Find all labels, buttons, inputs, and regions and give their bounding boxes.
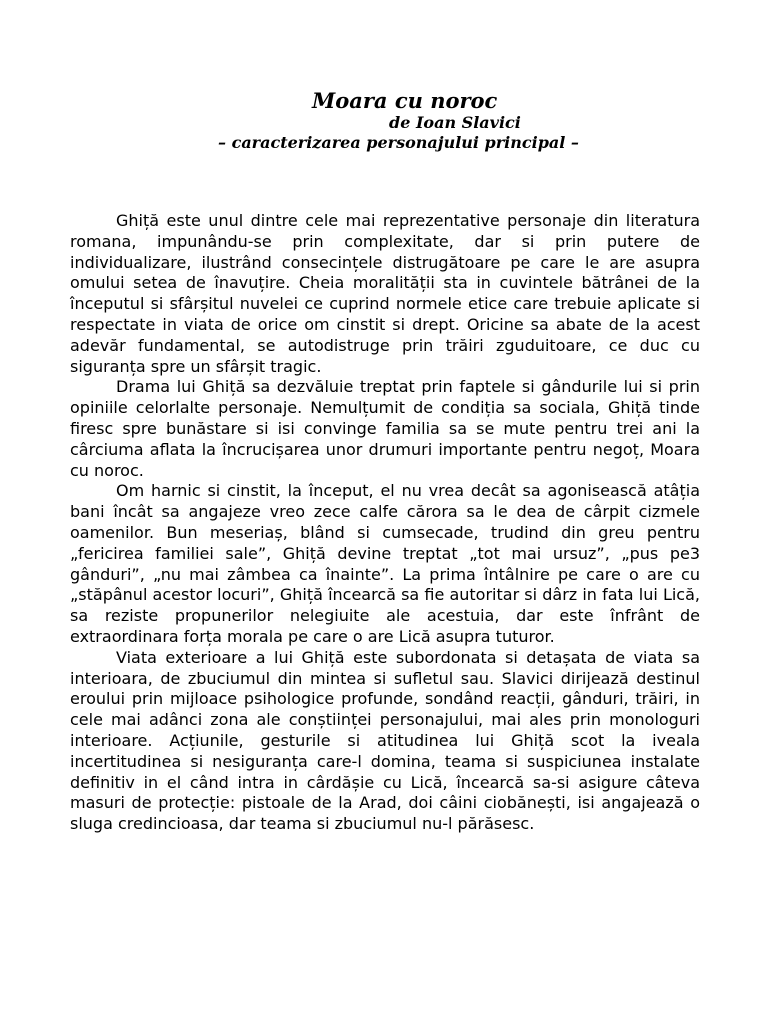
paragraph: Ghiță este unul dintre cele mai reprezentative personaje din literatura romana, impunându-se prin complexitate, dar si prin putere de individualizare, ilustrând consecințele distrugătoare pe care le are asupra omului setea de înavuțire. Cheia moralității sta in cuvintele bătrânei de la începutul si sfârșitul nuvelei ce cuprind normele etice care trebuie aplicate si respectate in viata de orice om cinstit si drept. Oricine sa abate de la acest adevăr fundamental, se autodistruge prin trăiri zguduitoare, ce duc cu siguranța spre un sfârșit tragic. [70,211,700,376]
document-subtitle: – caracterizarea personajului principal – [218,133,579,152]
document-body [70,211,700,835]
paragraph: Viata exterioare a lui Ghiță este subordonata si detașata de viata sa interioara, de zbuciumul din mintea si sufletul sau. Slavici dirijează destinul eroului prin mijloace psihologice profunde, sondând reacții, gânduri, trăiri, in cele mai adânci zona ale conștiinței personajului, mai ales prin monologuri interioare. Acțiunile, gesturile si atitudinea lui Ghiță scot la iveala incertitudinea si nesiguranța care-l domina, teama si suspiciunea instalate definitiv in el când intra in cârdășie cu Lică, încearcă sa-si asigure câteva masuri de protecție: pistoale de la Arad, doi câini ciobănești, isi angajează o sluga credincioasa, dar teama si zbuciumul nu-l părăsesc. [70,647,700,834]
document-author: de Ioan Slavici [389,113,521,132]
document-title: Moara cu noroc [312,88,498,113]
paragraph: Drama lui Ghiță sa dezvăluie treptat prin faptele si gândurile lui si prin opiniile celorlalte personaje. Nemulțumit de condiția sa sociala, Ghiță tinde firesc spre bunăstare si isi convinge familia sa se mute pentru trei ani la cârciuma aflata la încrucișarea unor drumuri importante pentru negoț, Moara cu noroc. [70,377,700,480]
paragraph: Om harnic si cinstit, la început, el nu vrea decât sa agonisească atâția bani încât sa angajeze vreo zece calfe cărora sa le dea de cârpit cizmele oamenilor. Bun meseriaș, blând si cumsecade, trudind din greu pentru „fericirea familiei sale”, Ghiță devine treptat „tot mai ursuz”, „pus pe3 gânduri”, „nu mai zâmbea ca înainte”. La prima întâlnire pe care o are cu „stăpânul acestor locuri”, Ghiță încearcă sa fie autoritar si dârz in fata lui Lică, sa reziste propunerilor nelegiuite ale acestuia, dar este înfrânt de extraordinara forța morala pe care o are Lică asupra tuturor. [70,481,700,646]
